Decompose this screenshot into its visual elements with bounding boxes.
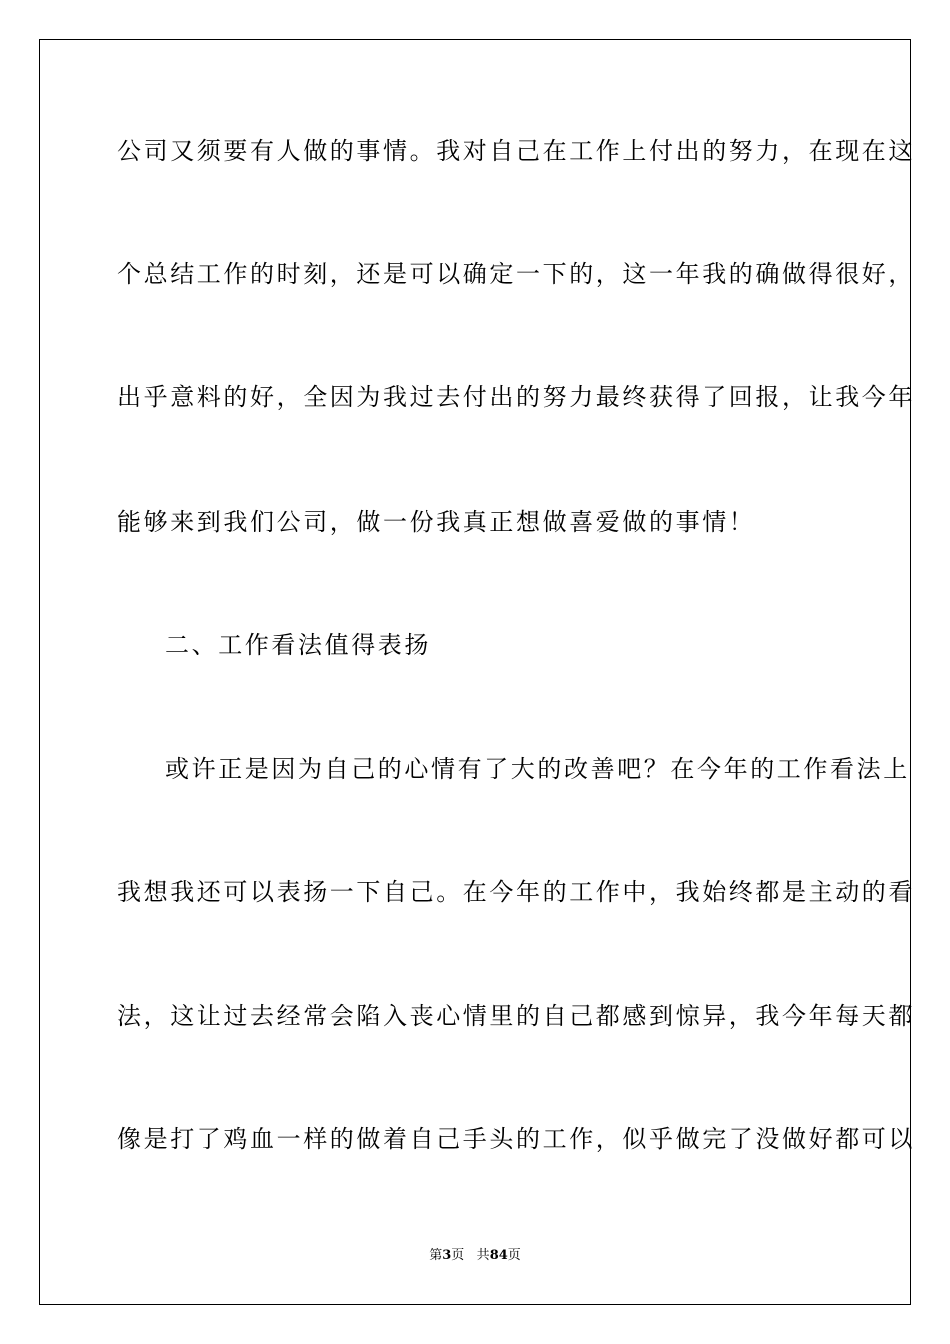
total-pages: 84 [489,1248,508,1263]
page-prefix: 第 [429,1248,443,1263]
page-border [39,39,915,1305]
body-line-7: 我想我还可以表扬一下自己。在今年的工作中，我始终都是主动的看 [117,878,915,906]
body-line-4: 能够来到我们公司，做一份我真正想做喜爱做的事情！ [117,508,756,536]
section-heading: 二、工作看法值得表扬 [165,631,431,659]
body-line-1: 公司又须要有人做的事情。我对自己在工作上付出的努力，在现在这 [117,137,915,165]
body-line-6: 或许正是因为自己的心情有了大的改善吧？在今年的工作看法上 [165,755,910,783]
page-number: 3 [442,1248,452,1263]
total-suffix: 页 [507,1248,521,1263]
body-line-3: 出乎意料的好，全因为我过去付出的努力最终获得了回报，让我今年 [117,383,915,411]
body-line-8: 法，这让过去经常会陷入丧心情里的自己都感到惊异，我今年每天都 [117,1002,915,1030]
body-line-9: 像是打了鸡血一样的做着自己手头的工作，似乎做完了没做好都可以 [117,1125,915,1153]
total-prefix: 共 [476,1248,490,1263]
page-footer [0,1248,950,1264]
body-line-2: 个总结工作的时刻，还是可以确定一下的，这一年我的确做得很好， [117,260,915,288]
page-suffix: 页 [451,1248,465,1263]
